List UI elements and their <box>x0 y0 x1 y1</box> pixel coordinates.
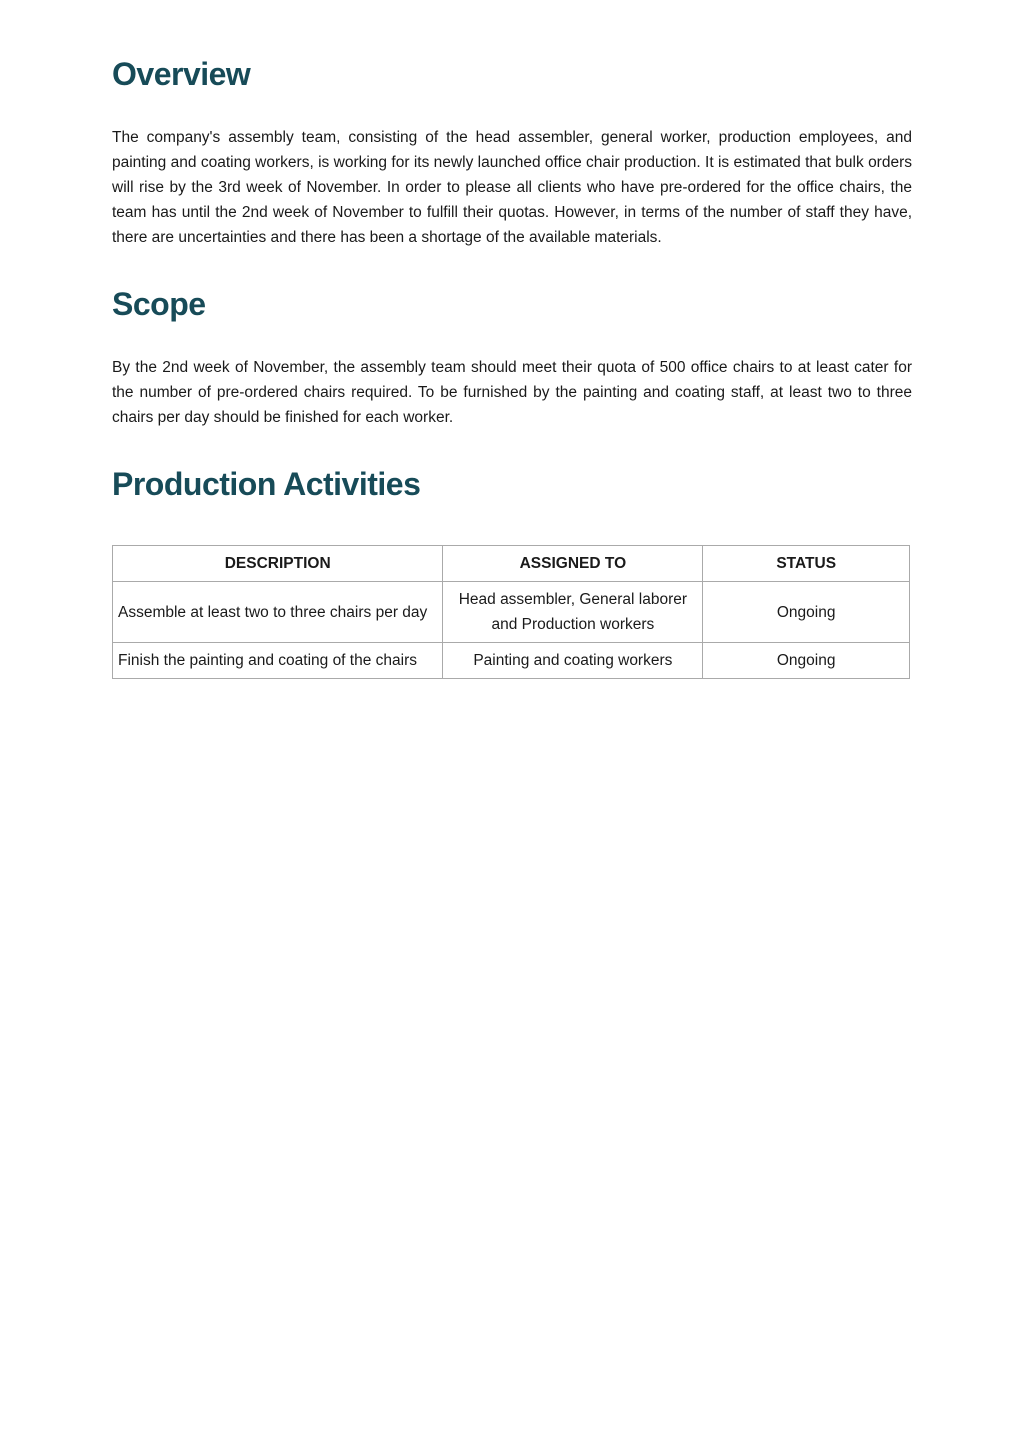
production-activities-heading: Production Activities <box>112 466 421 502</box>
header-status: STATUS <box>703 546 910 582</box>
cell-description: Assemble at least two to three chairs per day <box>113 582 443 643</box>
cell-assigned-to <box>443 582 703 643</box>
overview-paragraph: The company's assembly team, consisting of the head assembler, general worker, production employees, and painting and coating workers, is working for its newly launched office chair production. It is estimated that bulk orders will rise by the 3rd week of November. In order to please all clients who have pre-ordered for the office chairs, the team has until the 2nd week of November to fulfill their quotas. However, in terms of the number of staff they have, there are uncertainties and there has been a shortage of the available materials. <box>112 129 912 246</box>
overview-heading: Overview <box>112 56 251 92</box>
cell-status: Ongoing <box>703 582 910 643</box>
scope-heading: Scope <box>112 286 206 322</box>
table-row <box>113 643 910 679</box>
production-activities-table <box>112 545 910 679</box>
assigned-to-text: Head assembler, General laborer and Production workers <box>458 591 688 633</box>
scope-paragraph: By the 2nd week of November, the assembly team should meet their quota of 500 office chairs to at least cater for the number of pre-ordered chairs required. To be furnished by the painting and coating staff, at least two to three chairs per day should be finished for each worker. <box>112 359 912 426</box>
header-assigned-to: ASSIGNED TO <box>443 546 703 582</box>
cell-status: Ongoing <box>703 643 910 679</box>
table-row <box>113 582 910 643</box>
cell-assigned-to: Painting and coating workers <box>443 643 703 679</box>
table-header-row <box>113 546 910 582</box>
cell-description: Finish the painting and coating of the chairs <box>113 643 443 679</box>
header-description: DESCRIPTION <box>113 546 443 582</box>
